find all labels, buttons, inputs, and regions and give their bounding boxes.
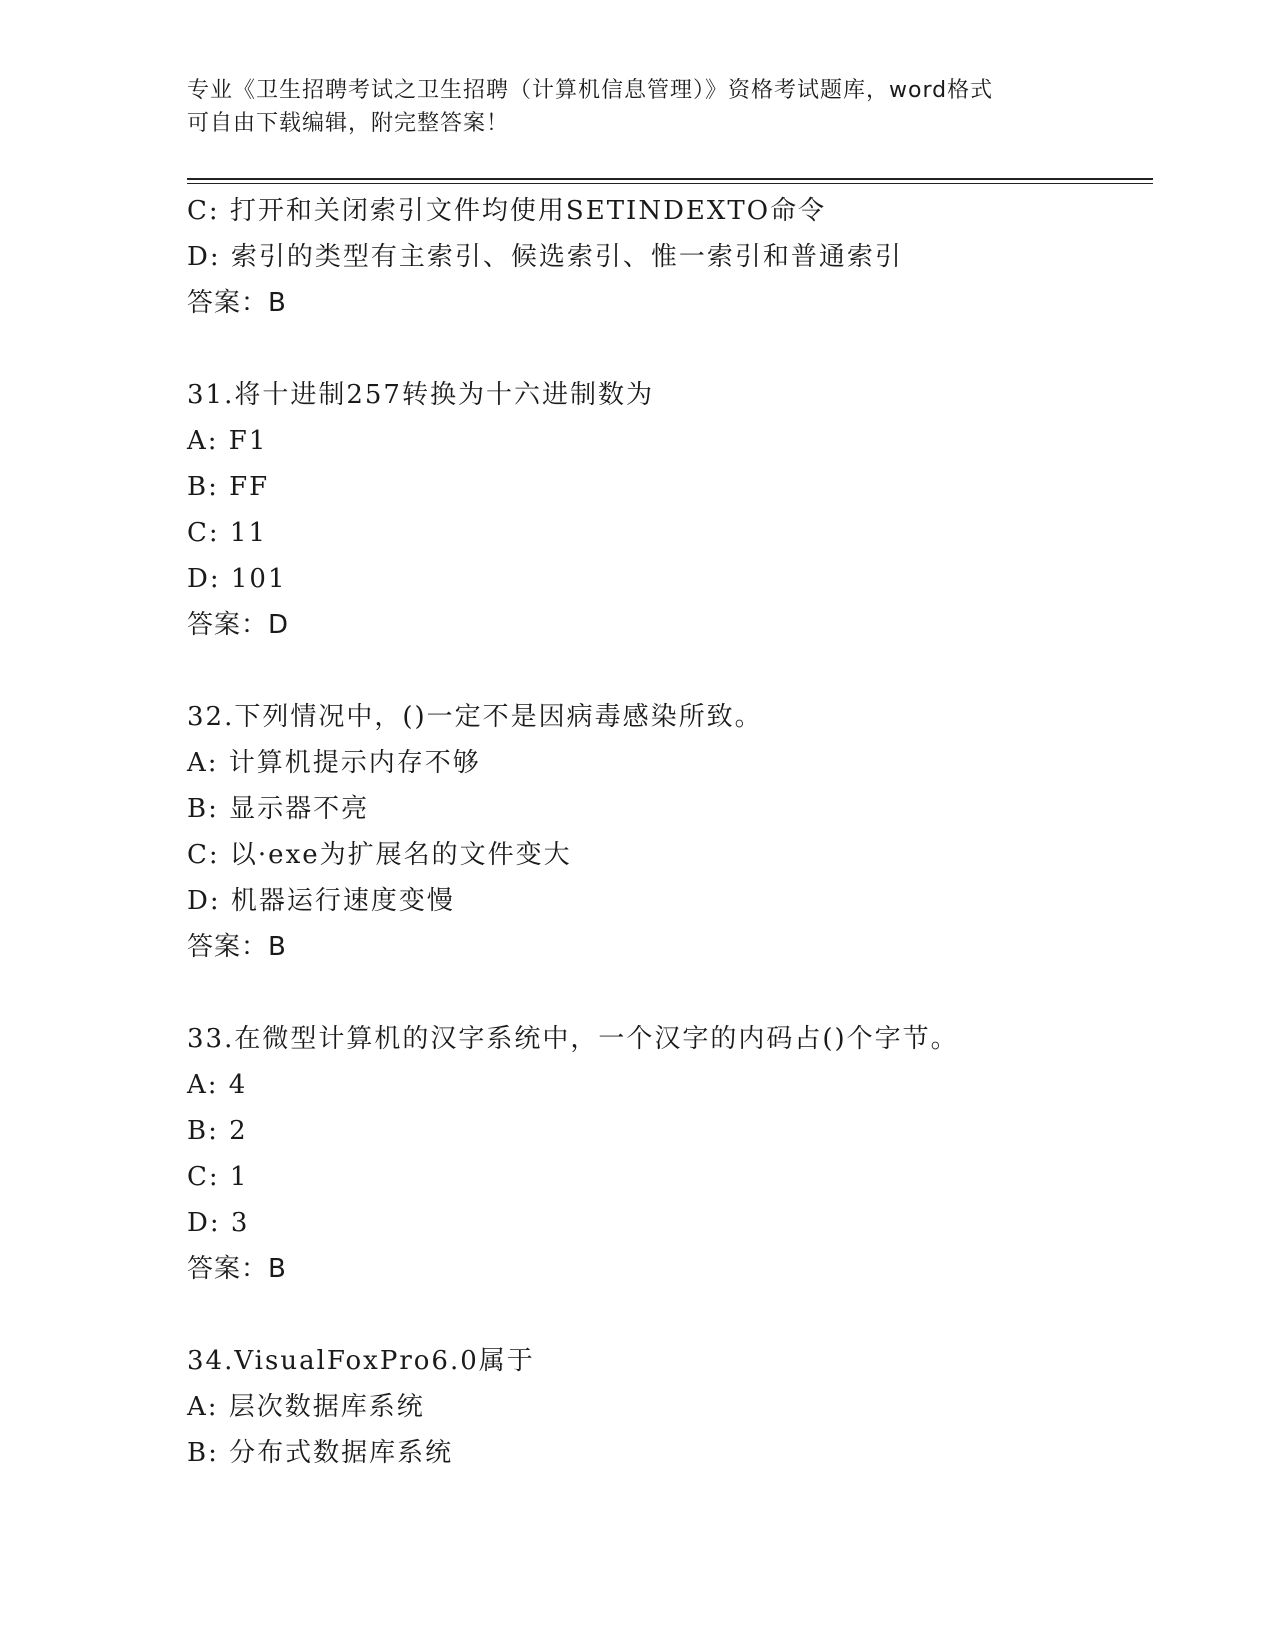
answer-line: 答案：B: [187, 932, 287, 962]
spacer: [187, 1292, 1147, 1338]
option-b: B: 2: [187, 1116, 248, 1146]
option-a: A: 4: [187, 1070, 248, 1100]
spacer: [187, 970, 1147, 1016]
answer-line: 答案：B: [187, 1254, 287, 1284]
document-header: [187, 74, 1087, 140]
question-list: [187, 188, 1147, 1476]
option-a: A: F1: [187, 426, 268, 456]
option-b: B: 分布式数据库系统: [187, 1438, 454, 1468]
answer-line: 答案：B: [187, 288, 287, 318]
option-c: C: 1: [187, 1162, 249, 1192]
header-divider-thick: [187, 178, 1153, 180]
option-b: B: FF: [187, 472, 270, 502]
spacer: [187, 326, 1147, 372]
option-c: C: 以·exe为扩展名的文件变大: [187, 840, 572, 870]
question-stem: 33.在微型计算机的汉字系统中，一个汉字的内码占()个字节。: [187, 1024, 959, 1054]
option-d: D: 索引的类型有主索引、候选索引、惟一索引和普通索引: [187, 242, 903, 272]
header-line-2: 可自由下载编辑，附完整答案！: [187, 111, 510, 136]
option-d: D: 3: [187, 1208, 250, 1238]
option-b: B: 显示器不亮: [187, 794, 370, 824]
option-a: A: 计算机提示内存不够: [187, 748, 481, 778]
question-stem: 31.将十进制257转换为十六进制数为: [187, 380, 654, 410]
header-line-1: 专业《卫生招聘考试之卫生招聘（计算机信息管理）》资格考试题库，word格式: [187, 78, 994, 103]
spacer: [187, 648, 1147, 694]
question-stem: 32.下列情况中，()一定不是因病毒感染所致。: [187, 702, 763, 732]
option-a: A: 层次数据库系统: [187, 1392, 425, 1422]
option-d: D: 机器运行速度变慢: [187, 886, 455, 916]
answer-line: 答案：D: [187, 610, 290, 640]
option-d: D: 101: [187, 564, 287, 594]
option-c: C: 11: [187, 518, 268, 548]
question-stem: 34.VisualFoxPro6.0属于: [187, 1346, 535, 1376]
header-divider-thin: [187, 183, 1153, 184]
option-c: C: 打开和关闭索引文件均使用SETINDEXTO命令: [187, 196, 827, 226]
